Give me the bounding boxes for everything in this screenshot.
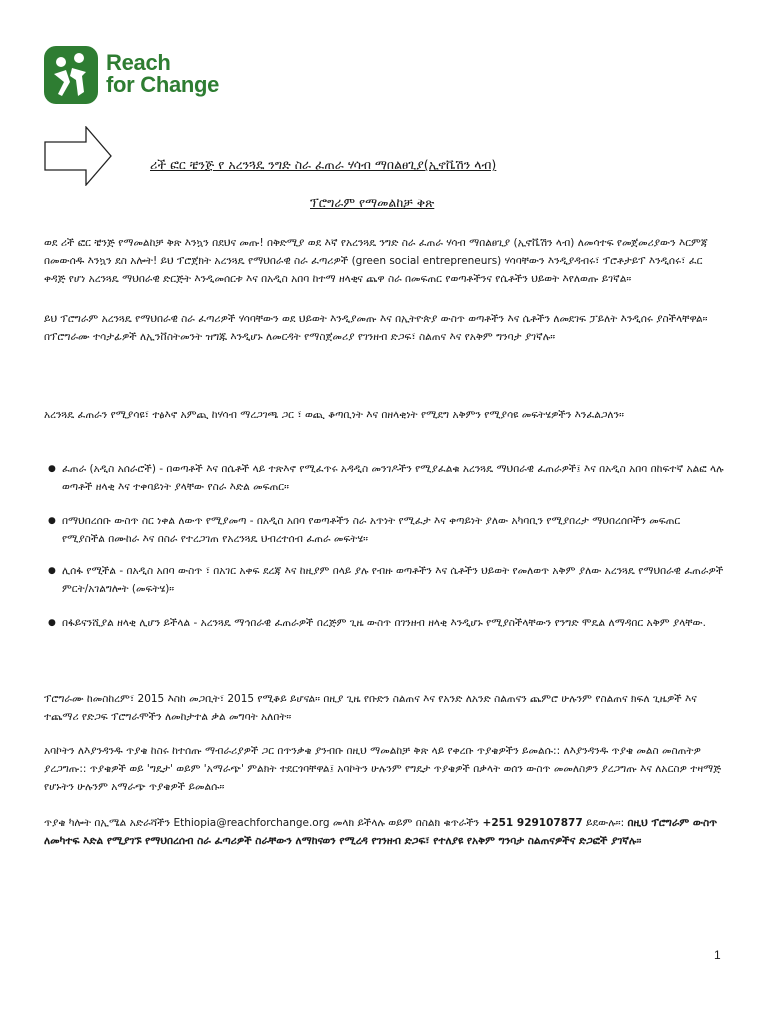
list-item bbox=[48, 512, 724, 548]
logo-mark-icon bbox=[44, 46, 98, 104]
page-number: 1 bbox=[714, 948, 721, 962]
bullet-icon: ● bbox=[48, 566, 56, 576]
logo-line-1: Reach bbox=[106, 50, 171, 75]
list-item bbox=[48, 460, 724, 496]
bullet-icon: ● bbox=[48, 464, 56, 474]
bullet-text: በፋይናንሺያል ዘላቂ ሊሆን ይችላል - አረንጓዴ ማኅበራዊ ፈጠራዎች በረጅም ጊዜ ውስጥ በገንዘብ ዘላቂ እንዲሆኑ የሚያስችላቸውን የንግድ ሞዴል ለማዳበር አቅም ያላቸው. bbox=[62, 617, 706, 629]
document-subtitle: ፕሮግራም የማመልከቻ ቅጽ bbox=[310, 195, 435, 210]
criteria-intro-paragraph: አረንጓዴ ፈጠራን የሚያሳዩ፣ ተፅእኖ አምጪ ከሃሳብ ማረጋገጫ ጋር ፣ ወጪ ቆጣቢነት እና በዘላቂነት የሚደግ አቅምን የሚያሳዩ መፍትሄዎችን እንፈልጋለን። bbox=[44, 409, 624, 421]
contact-paragraph bbox=[44, 814, 724, 850]
contact-text: ጥያቄ ካሎት በኢሜል አድራሻችን Ethiopia@reachforchange.org መላክ ይችላሉ ወይም በስልክ ቁጥራችን bbox=[44, 817, 483, 829]
contact-text-mid: ይደውሉ።: bbox=[582, 817, 628, 829]
right-arrow-icon bbox=[44, 126, 112, 186]
bullet-text: ሊሰፋ የሚችል - በአዲስ አበባ ውስጥ ፣ በአገር አቀፍ ደረጃ እና ከዚያም በላይ ያሉ የብዙ ወጣቶችን እና ሴቶችን ህይወት የመለወጥ አቅም ያለው አረንጓዴ የማህበራዊ ፈጠራዎች ምርት/አገልግሎት (መፍትሄ)። bbox=[62, 565, 724, 595]
timeline-paragraph: ፕሮግራሙ ከመስከረም፣ 2015 እስከ መጋቢት፣ 2015 የሚቆይ ይሆናል። በዚያ ጊዜ የቡድን ስልጠና እና የአንድ ለአንድ ስልጠናን ጨምሮ ሁሉንም የስልጠና ክፍለ ጊዜዎች እና ተጨማሪ የድጋፍ ፕሮግራሞችን ለመከታተል ቃል መግባት አለበት። bbox=[44, 693, 697, 723]
bullet-icon: ● bbox=[48, 516, 56, 526]
list-item bbox=[48, 614, 724, 632]
intro-paragraph-2: ይህ ፕሮግራም አረንጓዴ የማህበራዊ ስራ ፈጣሪዎች ሃሳባቸውን ወደ ህይወት እንዲያመጡ እና በኢትዮጵያ ውስጥ ወጣቶችን እና ሴቶችን ለመደገፍ ፓይለት እንዲሰሩ ያስችላቸዋል። በፕሮግራሙ ተሳታፊዎች ለኢንቨስትመንት ዝግጁ እንዲሆኑ ለመርዳት የማስጀመሪያ የገንዘብ ድጋፍ፣ ስልጠና እና የአቅም ግንባታ ያገኛሉ። bbox=[44, 313, 708, 343]
document-title: ሪች ፎር ቼንጅ የ አረንጓዴ ንግድ ስራ ፈጠራ ሃሳብ ማበልፀጊያ(ኢኖቬሽን ላብ) bbox=[150, 157, 497, 172]
logo-line-2: for Change bbox=[106, 72, 220, 97]
list-item bbox=[48, 562, 724, 598]
answer-instructions-paragraph: አባኮትን ለእያንዳንዱ ጥያቄ ከስሩ ከተሰጡ ማብራሪያዎች ጋር በጥንቃቄ ያንብቡ በዚህ ማመልከቻ ቅጽ ላይ የቀረቡ ጥያቄዎችን ይመልሱ:: ለእያንዳንዱ ጥያቄ መልስ መስጠትዎ ያረጋግጡ:: ጥያቄዎች ወይ 'ግዴታ' ወይም 'አማራጭ' ምልክት ተደርጎባቸዋል፤ አባኮትን ሁሉንም የግዴታ ጥያቄዎች በቃላት ወሰን ውስጥ መመለስዎን ያረጋግጡ እና ለአርስዎ ተዛማጅ የሆኑትን ሁሉንም አማራጭ ጥያቄዎች ይመልሱ። bbox=[44, 745, 722, 793]
intro-paragraph-1: ወደ ሪች ፎር ቼንጅ የማመልከቻ ቅጽ እንኳን በደህና መጡ! በቅድሚያ ወደ እኛ የአረንጓዴ ንግድ ስራ ፈጠራ ሃሳብ ማበልፀጊያ (ኢኖቬሽን ላብ) ለመሳተፍ የመጀመሪያውን እርምጃ በመውሰዱ እንኳን ደስ አሎት! ይህ ፕሮጀክት አረንጓዴ የማህበራዊ ስራ ፈጣሪዎች (green social entrepreneurs) ሃሳባቸውን እንዲያዳብሩ፣ ፕሮቶታይፕ እንዲሰሩ፣ ፈር ቀዳጅ የሆነ አረንጓዴ ማህበራዊ ድርጅት እንዲመሰርቱ እና በአዲስ አበባ ከተማ ዘላቂና ጨዋ ስራ በመፍጠር የወጣቶችንና የሴቶችን ህይወት እየለወጡ ይገኛል። bbox=[44, 237, 708, 285]
bullet-text: በማህበረሰቡ ውስጥ ስር ነቀል ለውጥ የሚያመጣ - በአዲስ አበባ የወጣቶችን ስራ አጥነት የሚፈታ እና ቀጣይነት ያለው አካባቢን የሚያበረታ ማህበረሰቦችን መፍጠር የሚያስችል በሙከራ እና በስራ የተረጋገጠ የአረንጓዴ ህብረተሰብ ፈጠራ መፍትሄ። bbox=[62, 515, 681, 545]
contact-bold-text: በዚህ ፕሮግራም ውስጥ ለመካተፍ እድል የሚያገኙ የማህበረሰብ ስራ ፈጣሪዎች ስራቸውን ለማከናወን የሚረዳ የገንዘብ ድጋፍ፣ የተለያዩ የአቅም ግንባታ ስልጠናዎችና ድጋፎች ያገኛሉ፡፡ bbox=[44, 817, 718, 847]
contact-phone: +251 929107877 bbox=[482, 817, 583, 829]
logo-text bbox=[106, 52, 219, 96]
bullet-text: ፈጠራ (አዲስ አሰራሮች) - በወጣቶች እና በሴቶች ላይ ተጽእኖ የሚፈጥሩ አዳዲስ መንገዶችን የሚያፈልቁ አረንጓዴ ማህበራዊ ፈጠራዎች፤ እና በአዲስ አበባ በከፍተኛ አልፎ ላሉ ወጣቶች ዘላቂ እና ተቀባይነት ያላቸው የስራ እድል መፍጠር። bbox=[62, 463, 724, 493]
reach-for-change-logo bbox=[44, 46, 224, 104]
bullet-icon: ● bbox=[48, 618, 56, 628]
